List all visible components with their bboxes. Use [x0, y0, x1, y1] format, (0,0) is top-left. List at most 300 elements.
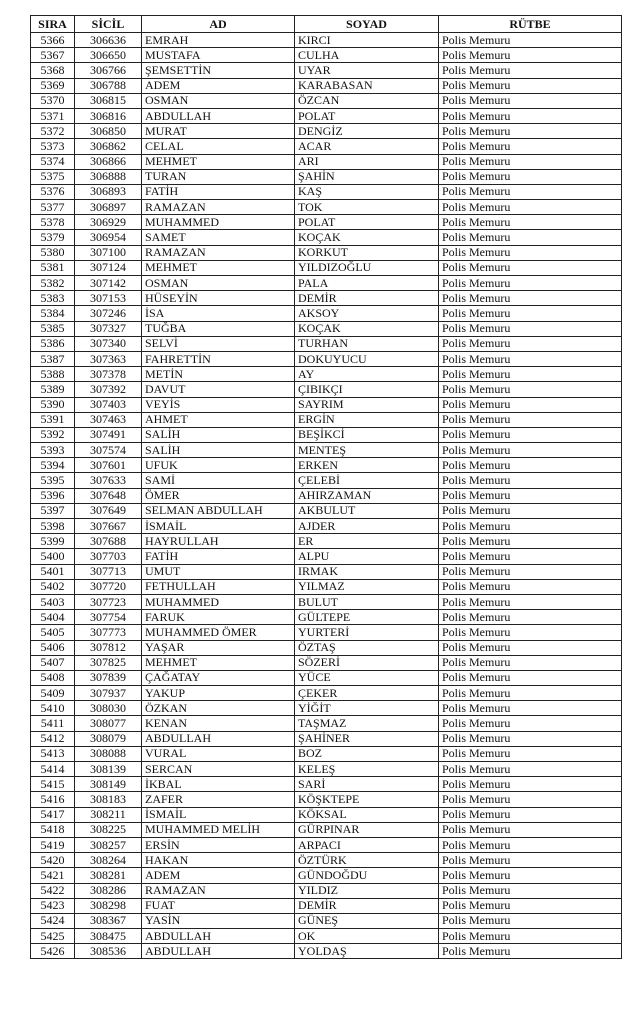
cell-ad: SELVİ	[142, 336, 295, 351]
cell-sira: 5411	[31, 716, 75, 731]
table-row	[31, 63, 622, 78]
cell-rutbe: Polis Memuru	[439, 458, 622, 473]
cell-sira: 5416	[31, 792, 75, 807]
table-row	[31, 200, 622, 215]
cell-sicil: 307688	[75, 534, 142, 549]
cell-rutbe: Polis Memuru	[439, 154, 622, 169]
table-row	[31, 610, 622, 625]
cell-rutbe: Polis Memuru	[439, 564, 622, 579]
cell-rutbe: Polis Memuru	[439, 48, 622, 63]
header-ad: AD	[142, 16, 295, 33]
cell-sira: 5414	[31, 762, 75, 777]
cell-soyad: ÇELEBİ	[295, 473, 439, 488]
cell-ad: İKBAL	[142, 777, 295, 792]
cell-sira: 5378	[31, 215, 75, 230]
cell-soyad: ÇEKER	[295, 686, 439, 701]
cell-ad: AHMET	[142, 412, 295, 427]
cell-ad: ÖZKAN	[142, 701, 295, 716]
table-row	[31, 564, 622, 579]
cell-ad: MUHAMMED	[142, 215, 295, 230]
cell-ad: UFUK	[142, 458, 295, 473]
cell-sicil: 308257	[75, 837, 142, 852]
cell-sicil: 306766	[75, 63, 142, 78]
cell-sira: 5425	[31, 929, 75, 944]
cell-soyad: AJDER	[295, 519, 439, 534]
cell-sicil: 306816	[75, 108, 142, 123]
table-row	[31, 883, 622, 898]
cell-ad: YAKUP	[142, 686, 295, 701]
table-row	[31, 944, 622, 959]
cell-soyad: AHIRZAMAN	[295, 488, 439, 503]
cell-rutbe: Polis Memuru	[439, 169, 622, 184]
cell-sicil: 306862	[75, 139, 142, 154]
cell-sira: 5368	[31, 63, 75, 78]
cell-soyad: ALPU	[295, 549, 439, 564]
cell-sira: 5370	[31, 93, 75, 108]
cell-soyad: IRMAK	[295, 564, 439, 579]
cell-soyad: ÖZCAN	[295, 93, 439, 108]
cell-ad: HÜSEYİN	[142, 291, 295, 306]
cell-soyad: YURTERİ	[295, 625, 439, 640]
cell-sira: 5398	[31, 519, 75, 534]
table-row	[31, 397, 622, 412]
table-row	[31, 534, 622, 549]
cell-soyad: YILDIZOĞLU	[295, 260, 439, 275]
cell-rutbe: Polis Memuru	[439, 33, 622, 48]
cell-soyad: TAŞMAZ	[295, 716, 439, 731]
cell-soyad: ERGİN	[295, 412, 439, 427]
cell-sira: 5376	[31, 184, 75, 199]
cell-sira: 5413	[31, 746, 75, 761]
cell-rutbe: Polis Memuru	[439, 139, 622, 154]
cell-sira: 5403	[31, 594, 75, 609]
cell-sicil: 308264	[75, 853, 142, 868]
cell-sicil: 307363	[75, 351, 142, 366]
table-row	[31, 625, 622, 640]
cell-soyad: YILDIZ	[295, 883, 439, 898]
cell-sicil: 308367	[75, 913, 142, 928]
cell-rutbe: Polis Memuru	[439, 473, 622, 488]
cell-soyad: AKBULUT	[295, 503, 439, 518]
cell-sira: 5382	[31, 276, 75, 291]
cell-sicil: 307574	[75, 443, 142, 458]
table-row	[31, 807, 622, 822]
cell-ad: RAMAZAN	[142, 245, 295, 260]
cell-sira: 5400	[31, 549, 75, 564]
cell-rutbe: Polis Memuru	[439, 883, 622, 898]
cell-soyad: ARI	[295, 154, 439, 169]
cell-soyad: UYAR	[295, 63, 439, 78]
table-row	[31, 473, 622, 488]
cell-ad: SAMET	[142, 230, 295, 245]
cell-ad: VEYİS	[142, 397, 295, 412]
cell-sicil: 306636	[75, 33, 142, 48]
cell-sira: 5392	[31, 427, 75, 442]
header-soyad: SOYAD	[295, 16, 439, 33]
cell-soyad: BEŞİKCİ	[295, 427, 439, 442]
cell-sira: 5391	[31, 412, 75, 427]
cell-sicil: 307633	[75, 473, 142, 488]
cell-ad: SERCAN	[142, 762, 295, 777]
table-row	[31, 762, 622, 777]
cell-sira: 5408	[31, 670, 75, 685]
cell-ad: FAHRETTİN	[142, 351, 295, 366]
cell-sira: 5402	[31, 579, 75, 594]
cell-rutbe: Polis Memuru	[439, 306, 622, 321]
cell-sicil: 308139	[75, 762, 142, 777]
cell-rutbe: Polis Memuru	[439, 762, 622, 777]
cell-ad: ZAFER	[142, 792, 295, 807]
cell-rutbe: Polis Memuru	[439, 549, 622, 564]
cell-ad: ABDULLAH	[142, 731, 295, 746]
cell-sira: 5379	[31, 230, 75, 245]
cell-sicil: 308298	[75, 898, 142, 913]
cell-sira: 5377	[31, 200, 75, 215]
cell-sicil: 308149	[75, 777, 142, 792]
cell-rutbe: Polis Memuru	[439, 230, 622, 245]
cell-sicil: 307142	[75, 276, 142, 291]
cell-soyad: KARABASAN	[295, 78, 439, 93]
cell-sicil: 307773	[75, 625, 142, 640]
cell-sira: 5393	[31, 443, 75, 458]
cell-rutbe: Polis Memuru	[439, 701, 622, 716]
cell-sicil: 307340	[75, 336, 142, 351]
cell-ad: TURAN	[142, 169, 295, 184]
cell-sira: 5418	[31, 822, 75, 837]
cell-soyad: SAYRIM	[295, 397, 439, 412]
cell-sira: 5395	[31, 473, 75, 488]
cell-sicil: 307649	[75, 503, 142, 518]
cell-soyad: ERKEN	[295, 458, 439, 473]
cell-sira: 5405	[31, 625, 75, 640]
cell-sicil: 308211	[75, 807, 142, 822]
cell-rutbe: Polis Memuru	[439, 93, 622, 108]
table-row	[31, 382, 622, 397]
table-row	[31, 929, 622, 944]
cell-ad: SALİH	[142, 443, 295, 458]
cell-soyad: SÖZERİ	[295, 655, 439, 670]
cell-sira: 5390	[31, 397, 75, 412]
cell-rutbe: Polis Memuru	[439, 868, 622, 883]
table-row	[31, 412, 622, 427]
cell-ad: RAMAZAN	[142, 200, 295, 215]
cell-sicil: 306866	[75, 154, 142, 169]
cell-ad: MUHAMMED	[142, 594, 295, 609]
cell-sicil: 307403	[75, 397, 142, 412]
cell-rutbe: Polis Memuru	[439, 670, 622, 685]
cell-soyad: OK	[295, 929, 439, 944]
cell-sira: 5397	[31, 503, 75, 518]
cell-ad: HAYRULLAH	[142, 534, 295, 549]
cell-sira: 5383	[31, 291, 75, 306]
cell-soyad: DEMİR	[295, 898, 439, 913]
cell-rutbe: Polis Memuru	[439, 534, 622, 549]
cell-rutbe: Polis Memuru	[439, 853, 622, 868]
cell-soyad: SARİ	[295, 777, 439, 792]
cell-rutbe: Polis Memuru	[439, 731, 622, 746]
cell-rutbe: Polis Memuru	[439, 640, 622, 655]
cell-ad: FATİH	[142, 184, 295, 199]
cell-rutbe: Polis Memuru	[439, 898, 622, 913]
cell-sira: 5419	[31, 837, 75, 852]
cell-sira: 5389	[31, 382, 75, 397]
cell-sicil: 307713	[75, 564, 142, 579]
cell-ad: FETHULLAH	[142, 579, 295, 594]
cell-sira: 5409	[31, 686, 75, 701]
cell-sicil: 307491	[75, 427, 142, 442]
cell-sicil: 306650	[75, 48, 142, 63]
cell-sira: 5380	[31, 245, 75, 260]
cell-soyad: DENGİZ	[295, 124, 439, 139]
cell-ad: MEHMET	[142, 154, 295, 169]
cell-rutbe: Polis Memuru	[439, 655, 622, 670]
table-row	[31, 336, 622, 351]
cell-ad: ÖMER	[142, 488, 295, 503]
cell-sicil: 308536	[75, 944, 142, 959]
cell-sicil: 308077	[75, 716, 142, 731]
table-row	[31, 154, 622, 169]
table-body	[31, 33, 622, 959]
cell-soyad: KELEŞ	[295, 762, 439, 777]
table-row	[31, 184, 622, 199]
table-row	[31, 215, 622, 230]
cell-ad: MUHAMMED MELİH	[142, 822, 295, 837]
table-row	[31, 260, 622, 275]
cell-ad: ŞEMSETTİN	[142, 63, 295, 78]
cell-ad: OSMAN	[142, 93, 295, 108]
cell-sira: 5406	[31, 640, 75, 655]
cell-sira: 5381	[31, 260, 75, 275]
cell-sira: 5412	[31, 731, 75, 746]
cell-sicil: 307667	[75, 519, 142, 534]
table-row	[31, 640, 622, 655]
table-row	[31, 78, 622, 93]
table-row	[31, 48, 622, 63]
cell-sira: 5371	[31, 108, 75, 123]
cell-ad: ABDULLAH	[142, 944, 295, 959]
cell-sira: 5426	[31, 944, 75, 959]
cell-ad: MEHMET	[142, 655, 295, 670]
cell-rutbe: Polis Memuru	[439, 245, 622, 260]
cell-sicil: 307754	[75, 610, 142, 625]
cell-rutbe: Polis Memuru	[439, 929, 622, 944]
cell-sira: 5422	[31, 883, 75, 898]
cell-sira: 5369	[31, 78, 75, 93]
cell-ad: VURAL	[142, 746, 295, 761]
cell-sicil: 306954	[75, 230, 142, 245]
cell-rutbe: Polis Memuru	[439, 686, 622, 701]
header-sicil: SİCİL	[75, 16, 142, 33]
cell-sira: 5423	[31, 898, 75, 913]
cell-soyad: GÜNDOĞDU	[295, 868, 439, 883]
table-row	[31, 108, 622, 123]
cell-rutbe: Polis Memuru	[439, 108, 622, 123]
cell-ad: TUĞBA	[142, 321, 295, 336]
cell-ad: YAŞAR	[142, 640, 295, 655]
cell-ad: DAVUT	[142, 382, 295, 397]
cell-sicil: 307378	[75, 367, 142, 382]
cell-sira: 5394	[31, 458, 75, 473]
cell-sira: 5401	[31, 564, 75, 579]
cell-rutbe: Polis Memuru	[439, 63, 622, 78]
cell-ad: UMUT	[142, 564, 295, 579]
table-row	[31, 230, 622, 245]
cell-rutbe: Polis Memuru	[439, 321, 622, 336]
cell-ad: HAKAN	[142, 853, 295, 868]
cell-rutbe: Polis Memuru	[439, 200, 622, 215]
cell-sira: 5386	[31, 336, 75, 351]
cell-sicil: 306929	[75, 215, 142, 230]
cell-soyad: ŞAHİN	[295, 169, 439, 184]
table-row	[31, 655, 622, 670]
cell-sira: 5417	[31, 807, 75, 822]
cell-rutbe: Polis Memuru	[439, 579, 622, 594]
cell-sira: 5375	[31, 169, 75, 184]
cell-sicil: 306788	[75, 78, 142, 93]
cell-rutbe: Polis Memuru	[439, 594, 622, 609]
cell-soyad: AY	[295, 367, 439, 382]
cell-soyad: KIRCI	[295, 33, 439, 48]
cell-soyad: KAŞ	[295, 184, 439, 199]
cell-sicil: 306893	[75, 184, 142, 199]
cell-sicil: 307839	[75, 670, 142, 685]
cell-sicil: 307812	[75, 640, 142, 655]
cell-rutbe: Polis Memuru	[439, 807, 622, 822]
table-row	[31, 306, 622, 321]
cell-ad: SALİH	[142, 427, 295, 442]
table-row	[31, 898, 622, 913]
cell-soyad: POLAT	[295, 108, 439, 123]
table-row	[31, 458, 622, 473]
cell-sira: 5424	[31, 913, 75, 928]
cell-sicil: 307703	[75, 549, 142, 564]
cell-ad: ABDULLAH	[142, 929, 295, 944]
cell-ad: ADEM	[142, 78, 295, 93]
cell-ad: MEHMET	[142, 260, 295, 275]
table-row	[31, 367, 622, 382]
cell-soyad: DEMİR	[295, 291, 439, 306]
cell-sicil: 307327	[75, 321, 142, 336]
cell-ad: MUSTAFA	[142, 48, 295, 63]
cell-soyad: GÜLTEPE	[295, 610, 439, 625]
cell-rutbe: Polis Memuru	[439, 716, 622, 731]
cell-soyad: DOKUYUCU	[295, 351, 439, 366]
cell-rutbe: Polis Memuru	[439, 427, 622, 442]
cell-sicil: 308030	[75, 701, 142, 716]
cell-sira: 5384	[31, 306, 75, 321]
cell-rutbe: Polis Memuru	[439, 944, 622, 959]
cell-sira: 5373	[31, 139, 75, 154]
cell-ad: FATİH	[142, 549, 295, 564]
cell-rutbe: Polis Memuru	[439, 503, 622, 518]
cell-sicil: 308183	[75, 792, 142, 807]
table-row	[31, 731, 622, 746]
cell-sira: 5410	[31, 701, 75, 716]
table-row	[31, 792, 622, 807]
table-row	[31, 868, 622, 883]
cell-sira: 5404	[31, 610, 75, 625]
table-row	[31, 169, 622, 184]
cell-ad: SELMAN ABDULLAH	[142, 503, 295, 518]
cell-sira: 5407	[31, 655, 75, 670]
cell-soyad: PALA	[295, 276, 439, 291]
cell-soyad: KÖKSAL	[295, 807, 439, 822]
cell-sicil: 308088	[75, 746, 142, 761]
cell-ad: ADEM	[142, 868, 295, 883]
cell-rutbe: Polis Memuru	[439, 837, 622, 852]
cell-ad: SAMİ	[142, 473, 295, 488]
cell-soyad: ŞAHİNER	[295, 731, 439, 746]
cell-sicil: 307825	[75, 655, 142, 670]
cell-sicil: 306815	[75, 93, 142, 108]
table-row	[31, 503, 622, 518]
table-row	[31, 716, 622, 731]
cell-rutbe: Polis Memuru	[439, 276, 622, 291]
cell-rutbe: Polis Memuru	[439, 746, 622, 761]
cell-sicil: 307153	[75, 291, 142, 306]
cell-soyad: KOÇAK	[295, 321, 439, 336]
cell-soyad: ÇIBIKÇI	[295, 382, 439, 397]
cell-sira: 5366	[31, 33, 75, 48]
cell-soyad: KORKUT	[295, 245, 439, 260]
cell-rutbe: Polis Memuru	[439, 625, 622, 640]
cell-rutbe: Polis Memuru	[439, 215, 622, 230]
cell-sicil: 308225	[75, 822, 142, 837]
table-row	[31, 33, 622, 48]
cell-soyad: ER	[295, 534, 439, 549]
cell-rutbe: Polis Memuru	[439, 777, 622, 792]
cell-rutbe: Polis Memuru	[439, 382, 622, 397]
cell-sicil: 307463	[75, 412, 142, 427]
cell-ad: ABDULLAH	[142, 108, 295, 123]
cell-sicil: 307100	[75, 245, 142, 260]
header-rutbe: RÜTBE	[439, 16, 622, 33]
cell-rutbe: Polis Memuru	[439, 291, 622, 306]
cell-soyad: BOZ	[295, 746, 439, 761]
header-row	[31, 16, 622, 33]
cell-sira: 5388	[31, 367, 75, 382]
cell-sira: 5396	[31, 488, 75, 503]
cell-sira: 5372	[31, 124, 75, 139]
cell-sira: 5367	[31, 48, 75, 63]
cell-sicil: 307937	[75, 686, 142, 701]
table-row	[31, 746, 622, 761]
table-row	[31, 670, 622, 685]
cell-ad: FARUK	[142, 610, 295, 625]
cell-rutbe: Polis Memuru	[439, 822, 622, 837]
cell-sicil: 308475	[75, 929, 142, 944]
header-sira: SIRA	[31, 16, 75, 33]
table-row	[31, 351, 622, 366]
table-row	[31, 443, 622, 458]
cell-ad: METİN	[142, 367, 295, 382]
cell-sicil: 308286	[75, 883, 142, 898]
table-row	[31, 777, 622, 792]
cell-soyad: BULUT	[295, 594, 439, 609]
cell-ad: KENAN	[142, 716, 295, 731]
cell-ad: FUAT	[142, 898, 295, 913]
cell-rutbe: Polis Memuru	[439, 792, 622, 807]
cell-soyad: GÜNEŞ	[295, 913, 439, 928]
cell-soyad: KOÇAK	[295, 230, 439, 245]
table-row	[31, 579, 622, 594]
table-row	[31, 488, 622, 503]
cell-ad: İSA	[142, 306, 295, 321]
cell-rutbe: Polis Memuru	[439, 443, 622, 458]
cell-sicil: 307124	[75, 260, 142, 275]
cell-ad: RAMAZAN	[142, 883, 295, 898]
table-row	[31, 519, 622, 534]
